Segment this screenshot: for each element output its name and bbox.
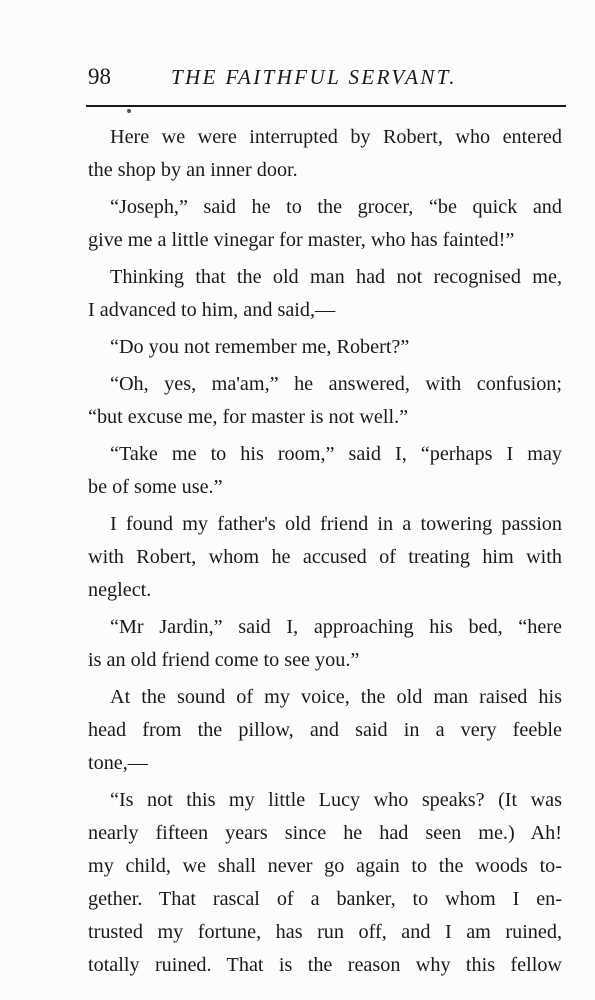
- text-line: “Joseph,” said he to the grocer, “be quick and: [110, 196, 562, 218]
- text-line: I found my father's old friend in a towering passion: [110, 513, 562, 535]
- text-line: “Take me to his room,” said I, “perhaps I may: [110, 443, 562, 465]
- text-line: the shop by an inner door.: [88, 159, 298, 181]
- text-line: “but excuse me, for master is not well.”: [88, 406, 409, 428]
- text-line: “Is not this my little Lucy who speaks? (It was: [110, 789, 562, 811]
- text-line: neglect.: [88, 579, 152, 601]
- text-line: with Robert, whom he accused of treating him with: [88, 546, 562, 568]
- ink-speck: [127, 109, 131, 113]
- text-line: “Oh, yes, ma'am,” he answered, with confusion;: [110, 373, 562, 395]
- text-line: give me a little vinegar for master, who has fainted!”: [88, 229, 515, 251]
- text-line: nearly fifteen years since he had seen me.) Ah!: [88, 822, 562, 844]
- text-line: head from the pillow, and said in a very feeble: [88, 719, 562, 741]
- text-line: gether. That rascal of a banker, to whom I en-: [88, 888, 562, 910]
- text-line: be of some use.”: [88, 476, 223, 498]
- text-line: is an old friend come to see you.”: [88, 649, 360, 671]
- text-line: Here we were interrupted by Robert, who entered: [110, 126, 562, 148]
- page-header: [88, 62, 564, 92]
- text-line: Thinking that the old man had not recognised me,: [110, 266, 562, 288]
- text-line: trusted my fortune, has run off, and I am ruined,: [88, 921, 562, 943]
- text-line: my child, we shall never go again to the woods to-: [88, 855, 562, 877]
- text-line: At the sound of my voice, the old man raised his: [110, 686, 562, 708]
- header-rule: [86, 105, 566, 107]
- text-line: “Mr Jardin,” said I, approaching his bed, “here: [110, 616, 562, 638]
- text-line: tone,—: [88, 752, 148, 774]
- page-number: 98: [88, 64, 111, 89]
- text-line: I advanced to him, and said,—: [88, 299, 336, 321]
- body-text: [88, 121, 562, 982]
- text-line: totally ruined. That is the reason why this fellow: [88, 954, 562, 976]
- running-title: THE FAITHFUL SERVANT.: [171, 65, 457, 89]
- text-line: “Do you not remember me, Robert?”: [110, 336, 410, 358]
